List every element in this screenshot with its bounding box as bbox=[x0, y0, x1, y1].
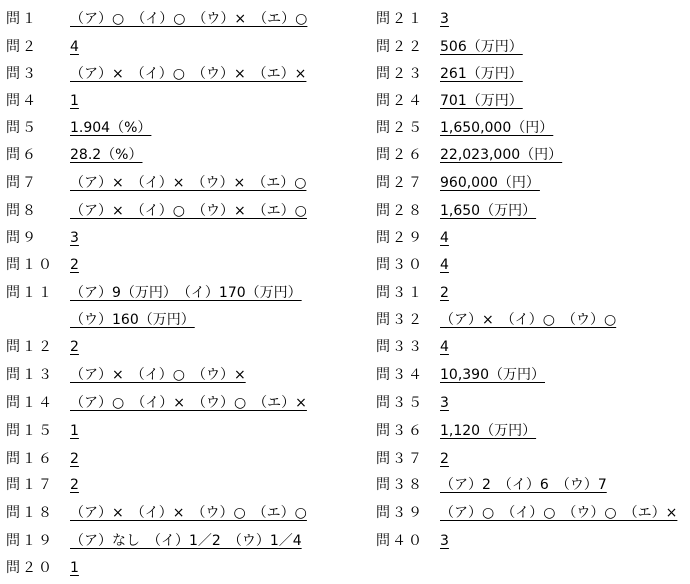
question-number: 問１５ bbox=[6, 423, 54, 439]
answer-text: （ウ）160（万円） bbox=[70, 312, 195, 328]
question-number: 問３２ bbox=[376, 312, 424, 328]
question-number: 問３３ bbox=[376, 339, 424, 355]
answer-text: 2 bbox=[70, 451, 79, 467]
answer-text: 1 bbox=[70, 93, 79, 109]
question-number: 問３８ bbox=[376, 477, 424, 493]
answer-text: （ア）× （イ）○ （ウ）○ bbox=[440, 312, 617, 328]
answer-text: 506（万円） bbox=[440, 39, 523, 55]
question-number: 問３０ bbox=[376, 257, 424, 273]
question-number: 問４ bbox=[6, 93, 38, 109]
question-number: 問３５ bbox=[376, 395, 424, 411]
answer-text: 2 bbox=[70, 257, 79, 273]
answer-text: 3 bbox=[440, 11, 449, 27]
answer-text: 10,390（万円） bbox=[440, 367, 545, 383]
answer-text: 1 bbox=[70, 560, 79, 576]
answer-text: （ア）× （イ）× （ウ）× （エ）○ bbox=[70, 175, 307, 191]
question-number: 問１３ bbox=[6, 367, 54, 383]
answer-text: 960,000（円） bbox=[440, 175, 540, 191]
question-number: 問２３ bbox=[376, 66, 424, 82]
question-number: 問１０ bbox=[6, 257, 54, 273]
answer-text: 1.904（%） bbox=[70, 120, 152, 136]
answer-text: 2 bbox=[440, 285, 449, 301]
question-number: 問２６ bbox=[376, 147, 424, 163]
question-number: 問２５ bbox=[376, 120, 424, 136]
question-number: 問８ bbox=[6, 203, 38, 219]
question-number: 問３４ bbox=[376, 367, 424, 383]
answer-text: 4 bbox=[70, 39, 79, 55]
answer-text: （ア）9（万円） （イ）170（万円） bbox=[70, 285, 302, 301]
answer-text: 4 bbox=[440, 257, 449, 273]
answer-text: （ア）2 （イ）6 （ウ）7 bbox=[440, 477, 607, 493]
question-number: 問１８ bbox=[6, 505, 54, 521]
answer-text: 2 bbox=[70, 339, 79, 355]
question-number: 問６ bbox=[6, 147, 38, 163]
question-number: 問１１ bbox=[6, 285, 54, 301]
question-number: 問２ bbox=[6, 39, 38, 55]
question-number: 問２９ bbox=[376, 230, 424, 246]
answer-text: （ア）○ （イ）○ （ウ）○ （エ）× bbox=[440, 505, 678, 521]
answer-text: 2 bbox=[440, 451, 449, 467]
answer-text: 4 bbox=[440, 230, 449, 246]
question-number: 問１２ bbox=[6, 339, 54, 355]
question-number: 問２４ bbox=[376, 93, 424, 109]
answer-text: 1,120（万円） bbox=[440, 423, 537, 439]
question-number: 問１４ bbox=[6, 395, 54, 411]
question-number: 問２１ bbox=[376, 11, 424, 27]
question-number: 問１９ bbox=[6, 533, 54, 549]
question-number: 問４０ bbox=[376, 533, 424, 549]
answer-text: （ア）○ （イ）× （ウ）○ （エ）× bbox=[70, 395, 307, 411]
answer-text: （ア）× （イ）○ （ウ）× bbox=[70, 367, 246, 383]
question-number: 問３ bbox=[6, 66, 38, 82]
answer-text: 28.2（%） bbox=[70, 147, 143, 163]
question-number: 問９ bbox=[6, 230, 38, 246]
question-number: 問３１ bbox=[376, 285, 424, 301]
question-number: 問２２ bbox=[376, 39, 424, 55]
answer-text: （ア）× （イ）○ （ウ）× （エ）× bbox=[70, 66, 307, 82]
answer-text: （ア）なし （イ）1／2 （ウ）1／4 bbox=[70, 533, 302, 549]
answer-text: （ア）× （イ）○ （ウ）× （エ）○ bbox=[70, 203, 307, 219]
question-number: 問５ bbox=[6, 120, 38, 136]
answer-text: 701（万円） bbox=[440, 93, 523, 109]
question-number: 問３７ bbox=[376, 451, 424, 467]
question-number: 問３９ bbox=[376, 505, 424, 521]
answer-text: 4 bbox=[440, 339, 449, 355]
answer-text: 261（万円） bbox=[440, 66, 523, 82]
answer-text: 3 bbox=[440, 533, 449, 549]
question-number: 問１６ bbox=[6, 451, 54, 467]
question-number: 問２８ bbox=[376, 203, 424, 219]
answer-text: （ア）○ （イ）○ （ウ）× （エ）○ bbox=[70, 11, 308, 27]
question-number: 問２０ bbox=[6, 560, 54, 576]
answer-text: 3 bbox=[70, 230, 79, 246]
question-number: 問３６ bbox=[376, 423, 424, 439]
answer-text: 1 bbox=[70, 423, 79, 439]
answer-text: 1,650（万円） bbox=[440, 203, 537, 219]
answer-text: 2 bbox=[70, 477, 79, 493]
question-number: 問１７ bbox=[6, 477, 54, 493]
question-number: 問７ bbox=[6, 175, 38, 191]
answer-text: （ア）× （イ）× （ウ）○ （エ）○ bbox=[70, 505, 307, 521]
question-number: 問１ bbox=[6, 11, 38, 27]
answer-text: 1,650,000（円） bbox=[440, 120, 554, 136]
answer-text: 3 bbox=[440, 395, 449, 411]
question-number: 問２７ bbox=[376, 175, 424, 191]
answer-text: 22,023,000（円） bbox=[440, 147, 563, 163]
